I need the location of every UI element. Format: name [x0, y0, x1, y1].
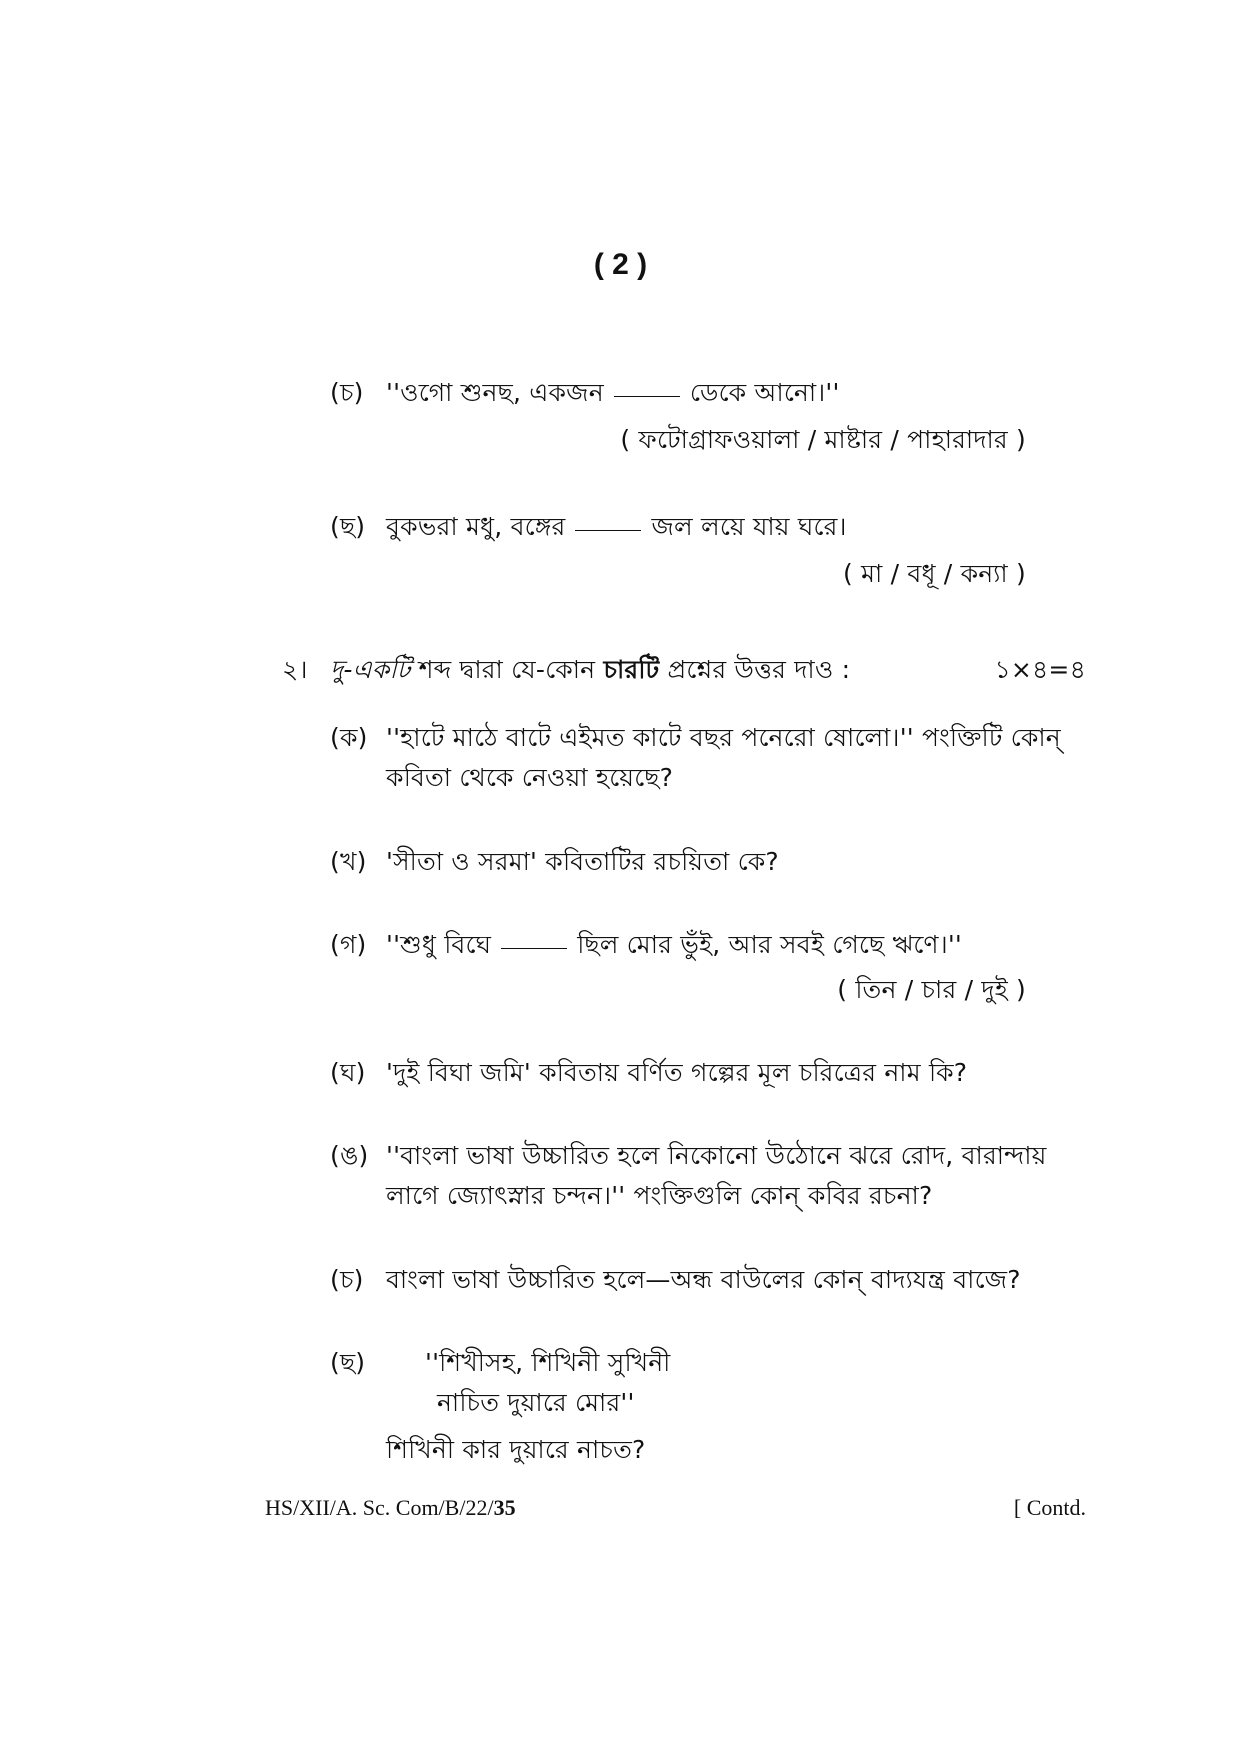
q2-ka-label: (ক) [330, 723, 368, 752]
q2-ka-line2: কবিতা থেকে নেওয়া হয়েছে? [386, 763, 674, 792]
answer-blank [575, 530, 641, 531]
q1-chha-text [386, 507, 847, 550]
q2-ga-label: (গ) [330, 930, 367, 959]
q2-kha-label: (খ) [330, 847, 367, 876]
q2-ga-options: ( তিন / চার / দুই ) [837, 975, 1026, 1004]
paper-code-prefix: HS/XII/A. Sc. Com/B/22/ [265, 1495, 494, 1520]
q2-chha-question: শিখিনী কার দুয়ারে নাচত? [386, 1435, 646, 1464]
q2-ga-before: ''শুধু বিঘে [386, 930, 492, 959]
q2-uma-label: (ঙ) [330, 1141, 369, 1170]
q1-chha-label: (ছ) [330, 512, 366, 541]
q2-gha-text: 'দুই বিঘা জমি' কবিতায় বর্ণিত গল্পের মূল চরিত্রের নাম কি? [386, 1058, 968, 1087]
q1-cha-options: ( ফটোগ্রাফওয়ালা / মাষ্টার / পাহারাদার ) [620, 425, 1026, 454]
q2-instr-mid: শব্দ দ্বারা যে-কোন [410, 655, 604, 684]
q2-cha-label: (চ) [330, 1265, 364, 1294]
q2-number: ২। [282, 655, 308, 684]
q2-instruction [330, 650, 850, 693]
contd-label: [ Contd. [1013, 1495, 1086, 1520]
q2-uma-line1: ''বাংলা ভাষা উচ্চারিত হলে নিকোনো উঠোনে ঝরে রোদ, বারান্দায় [386, 1141, 1047, 1170]
q1-chha-before: বুকভরা মধু, বঙ্গের [386, 512, 566, 541]
q1-cha-after: ডেকে আনো।'' [689, 378, 840, 407]
answer-blank [614, 396, 680, 397]
answer-blank [501, 948, 567, 949]
q2-chha-quote2: নাচিত দুয়ারে মোর'' [437, 1388, 635, 1417]
q2-ka-line1: ''হাটে মাঠে বাটে এইমত কাটে বছর পনেরো ষোলো।'' পংক্তিটি কোন্ [386, 723, 1061, 752]
q2-chha-label: (ছ) [330, 1348, 366, 1377]
q1-cha-text [386, 373, 840, 416]
page-number: ( 2 ) [593, 248, 648, 281]
q2-chha-quote1: ''শিখীসহ, শিখিনী সুখিনী [425, 1348, 671, 1377]
q2-instr-end: প্রশ্নের উত্তর দাও : [659, 655, 851, 684]
q2-ga-after: ছিল মোর ভুঁই, আর সবই গেছে ঋণে।'' [577, 930, 962, 959]
q2-instr-italic: দু-একটি [330, 655, 411, 684]
q2-cha-text: বাংলা ভাষা উচ্চারিত হলে—অন্ধ বাউলের কোন্ বাদ্যযন্ত্র বাজে? [386, 1265, 1021, 1294]
q2-instr-bold: চারটি [603, 655, 660, 684]
paper-code [265, 1495, 516, 1521]
q2-kha-text: 'সীতা ও সরমা' কবিতাটির রচয়িতা কে? [386, 847, 779, 876]
paper-code-number: 35 [493, 1495, 516, 1520]
q1-chha-options: ( মা / বধূ / কন্যা ) [842, 559, 1026, 588]
q2-ga-text [386, 925, 962, 968]
q2-uma-line2: লাগে জ্যোৎস্নার চন্দন।'' পংক্তিগুলি কোন্ কবির রচনা? [386, 1181, 933, 1210]
q2-gha-label: (ঘ) [330, 1058, 366, 1087]
q1-cha-label: (চ) [330, 378, 364, 407]
q2-marks: ১×৪=৪ [994, 655, 1086, 684]
q1-chha-after: জল লয়ে যায় ঘরে। [651, 512, 847, 541]
q1-cha-before: ''ওগো শুনছ, একজন [386, 378, 604, 407]
